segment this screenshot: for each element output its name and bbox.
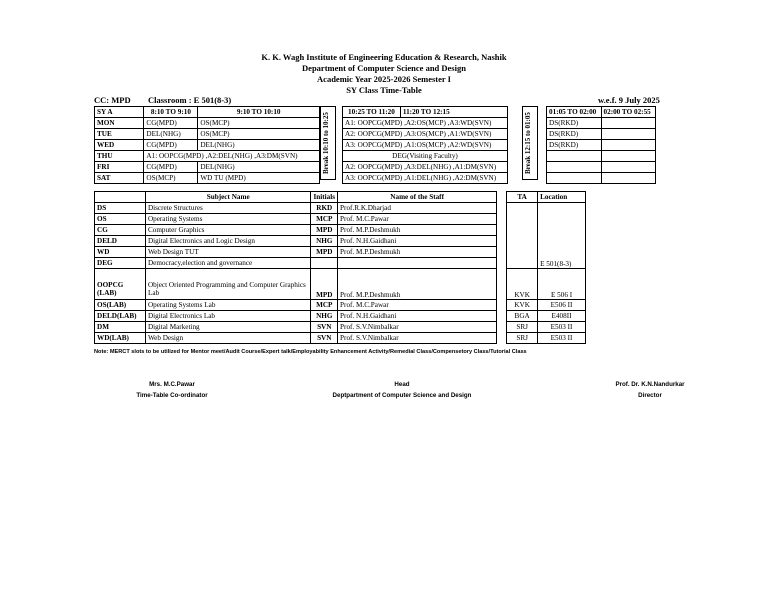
slot-cell: A2: OOPCG(MPD) ,A3:DEL(NHG) ,A1:DM(SVN)	[343, 162, 508, 173]
gap-cell	[497, 258, 507, 269]
subject-ta: KVK	[507, 279, 538, 300]
time-slot-3: 10:25 TO 11:20	[343, 107, 401, 118]
signature-head-role: Deptpartment of Computer Science and Design	[332, 392, 472, 399]
institute-name: K. K. Wagh Institute of Engineering Education & Research, Nashik	[261, 52, 507, 62]
effective-date: w.e.f. 9 July 2025	[598, 95, 660, 105]
division-label: SY A	[95, 107, 144, 118]
gap-cell	[497, 279, 507, 300]
subject-initials: SVN	[311, 333, 338, 344]
subject-staff: Prof. M.P.Deshmukh	[338, 225, 497, 236]
subject-initials: MPD	[311, 225, 338, 236]
subject-staff: Prof. M.C.Pawar	[338, 214, 497, 225]
classroom: Classroom : E 501(8-3)	[148, 95, 232, 105]
time-slot-6: 02:00 TO 02:55	[601, 107, 656, 118]
subject-initials: NHG	[311, 236, 338, 247]
slot-cell: OS(MCP)	[198, 118, 320, 129]
gap-cell	[497, 214, 507, 225]
subject-code: DEG	[95, 258, 146, 269]
subject-name: Computer Graphics	[145, 225, 311, 236]
slot-cell: DS(RKD)	[547, 118, 602, 129]
time-slot-4: 11:20 TO 12:15	[400, 107, 507, 118]
subject-staff: Prof. M.P.Deshmukh	[338, 279, 497, 300]
subject-name: Operating Systems Lab	[145, 300, 311, 311]
slot-cell	[601, 162, 656, 173]
subject-initials: RKD	[311, 203, 338, 214]
gap-cell	[497, 322, 507, 333]
class-coordinator: CC: MPD	[94, 95, 131, 105]
header-ta: TA	[507, 192, 538, 203]
slot-cell	[547, 162, 602, 173]
time-slot-2: 9:10 TO 10:10	[198, 107, 320, 118]
gap-cell	[497, 192, 507, 203]
subject-staff: Prof.R.K.Dharjad	[338, 203, 497, 214]
header-staff: Name of the Staff	[338, 192, 497, 203]
header-initials: Initials	[311, 192, 338, 203]
subject-initials: MPD	[311, 247, 338, 258]
header-subject-name: Subject Name	[145, 192, 311, 203]
subject-staff: Prof. M.P.Deshmukh	[338, 247, 497, 258]
signature-director-name: Prof. Dr. K.N.Nandurkar	[615, 381, 685, 388]
subject-initials: MPD	[311, 279, 338, 300]
ta-merged-cell	[507, 203, 538, 269]
subject-ta: BGA	[507, 311, 538, 322]
subject-code: DELD(LAB)	[95, 311, 146, 322]
header-location: Location	[538, 192, 586, 203]
day-thu: THU	[95, 151, 144, 162]
gap-cell	[497, 236, 507, 247]
subject-code: OOPCG (LAB)	[95, 279, 146, 300]
spacer-cell	[538, 269, 586, 280]
slot-cell: DEL(NHG)	[198, 162, 320, 173]
subject-staff: Prof. M.C.Pawar	[338, 300, 497, 311]
subject-code: DELD	[95, 236, 146, 247]
break-2-label: Break 12:15 to 01:05	[524, 112, 532, 174]
subject-location: E506 II	[538, 300, 586, 311]
subject-staff	[338, 258, 497, 269]
subject-name: Object Oriented Programming and Computer Graphics Lab	[145, 279, 311, 300]
time-slot-1: 8:10 TO 9:10	[144, 107, 198, 118]
gap-cell	[497, 333, 507, 344]
slot-cell: A3: OOPCG(MPD) ,A1:DEL(NHG) ,A2:DM(SVN)	[343, 173, 508, 184]
slot-cell: DS(RKD)	[547, 140, 602, 151]
spacer-cell	[311, 269, 338, 280]
slot-cell	[601, 129, 656, 140]
slot-cell: DEL(NHG)	[198, 140, 320, 151]
timetable-midday	[342, 106, 508, 184]
slot-cell	[601, 118, 656, 129]
gap-cell	[497, 247, 507, 258]
subject-code: CG	[95, 225, 146, 236]
subject-staff: Prof. S.V.Nimbalkar	[338, 333, 497, 344]
slot-cell	[601, 140, 656, 151]
timetable-morning	[94, 106, 320, 184]
subject-initials: MCP	[311, 214, 338, 225]
slot-cell	[601, 151, 656, 162]
break-1-label: Break 10:10 to 10:25	[322, 112, 330, 174]
slot-cell: OS(MCP)	[144, 173, 198, 184]
gap-cell	[497, 203, 507, 214]
slot-cell: WD TU (MPD)	[198, 173, 320, 184]
spacer-cell	[95, 269, 146, 280]
slot-cell	[601, 173, 656, 184]
slot-cell: A2: OOPCG(MPD) ,A3:OS(MCP) ,A1:WD(SVN)	[343, 129, 508, 140]
day-tue: TUE	[95, 129, 144, 140]
spacer-cell	[507, 269, 538, 280]
day-mon: MON	[95, 118, 144, 129]
slot-cell: A3: OOPCG(MPD) ,A1:OS(MCP) ,A2:WD(SVN)	[343, 140, 508, 151]
subject-initials	[311, 258, 338, 269]
subject-name: Operating Systems	[145, 214, 311, 225]
subject-code: OS(LAB)	[95, 300, 146, 311]
subject-ta: KVK	[507, 300, 538, 311]
subject-code: WD	[95, 247, 146, 258]
subject-name: Democracy,election and governance	[145, 258, 311, 269]
slot-cell: A1: OOPCG(MPD) ,A2:DEL(NHG) ,A3:DM(SVN)	[144, 151, 320, 162]
day-sat: SAT	[95, 173, 144, 184]
slot-cell: OS(MCP)	[198, 129, 320, 140]
timetable-afternoon	[546, 106, 656, 184]
subject-location: E 506 I	[538, 279, 586, 300]
subject-code: DS	[95, 203, 146, 214]
department-name: Department of Computer Science and Design	[302, 63, 466, 73]
signature-head-name: Head	[394, 381, 410, 388]
header-code	[95, 192, 146, 203]
day-fri: FRI	[95, 162, 144, 173]
subject-initials: SVN	[311, 322, 338, 333]
subject-name: Discrete Structures	[145, 203, 311, 214]
slot-cell	[547, 151, 602, 162]
slot-cell: DEL(NHG)	[144, 129, 198, 140]
signature-coordinator-role: Time-Table Co-ordinator	[136, 392, 208, 399]
subject-location: E503 II	[538, 333, 586, 344]
slot-cell	[547, 173, 602, 184]
subject-name: Web Design	[145, 333, 311, 344]
note-text: Note: MERCT slots to be utilized for Mentor meet/Audit Course/Expert talk/Employability Enhancement Activity/Remedial Class/Compensetory Class/Tutorial Class	[94, 349, 527, 355]
slot-cell: CG(MPD)	[144, 118, 198, 129]
gap-cell	[497, 300, 507, 311]
subject-name: Web Design TUT	[145, 247, 311, 258]
slot-cell: CG(MPD)	[144, 162, 198, 173]
subject-initials: MCP	[311, 300, 338, 311]
slot-cell: A1: OOPCG(MPD) ,A2:OS(MCP) ,A3:WD(SVN)	[343, 118, 508, 129]
slot-cell: CG(MPD)	[144, 140, 198, 151]
subject-name: Digital Marketing	[145, 322, 311, 333]
subject-location: E 501(8-3)	[538, 203, 586, 269]
subject-code: DM	[95, 322, 146, 333]
subject-staff: Prof. S.V.Nimbalkar	[338, 322, 497, 333]
gap-cell	[497, 311, 507, 322]
gap-cell	[497, 225, 507, 236]
signature-coordinator-name: Mrs. M.C.Pawar	[149, 381, 195, 388]
subject-staff: Prof. N.H.Gaidhani	[338, 311, 497, 322]
academic-year: Academic Year 2025-2026 Semester I	[317, 74, 451, 84]
spacer-cell	[338, 269, 497, 280]
slot-cell: DEG(Visiting Faculty)	[343, 151, 508, 162]
subject-staff: Prof. N.H.Gaidhani	[338, 236, 497, 247]
subject-code: WD(LAB)	[95, 333, 146, 344]
timetable-title: SY Class Time-Table	[346, 85, 422, 95]
subject-ta: SRJ	[507, 333, 538, 344]
subject-name: Digital Electronics Lab	[145, 311, 311, 322]
subject-name: Digital Electronics and Logic Design	[145, 236, 311, 247]
time-slot-5: 01:05 TO 02:00	[547, 107, 602, 118]
signature-director-role: Director	[638, 392, 662, 399]
slot-cell: DS(RKD)	[547, 129, 602, 140]
gap-cell	[497, 269, 507, 280]
day-wed: WED	[95, 140, 144, 151]
subject-location: E408II	[538, 311, 586, 322]
subject-code: OS	[95, 214, 146, 225]
subject-table	[94, 191, 586, 344]
subject-ta: SRJ	[507, 322, 538, 333]
spacer-cell	[145, 269, 311, 280]
subject-location: E503 II	[538, 322, 586, 333]
subject-initials: NHG	[311, 311, 338, 322]
